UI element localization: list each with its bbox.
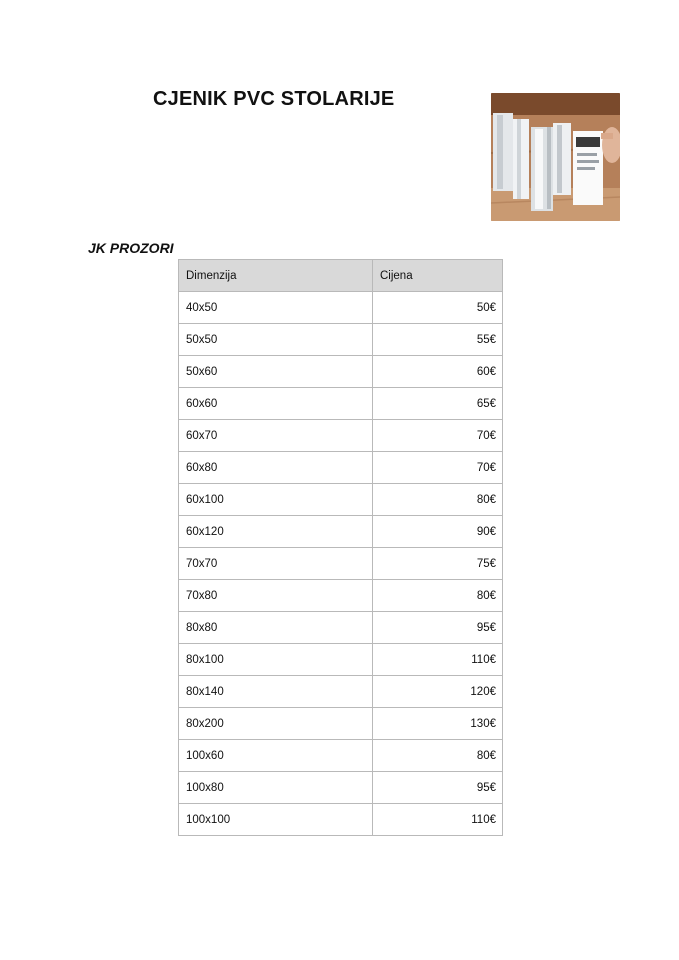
price-cell: 70€: [373, 452, 503, 484]
table-row: [179, 324, 503, 356]
table-row: [179, 292, 503, 324]
table-row: [179, 644, 503, 676]
dimension-cell: 100x80: [179, 772, 373, 804]
table-row: [179, 580, 503, 612]
table-row: [179, 388, 503, 420]
table-row: [179, 708, 503, 740]
price-cell: 80€: [373, 580, 503, 612]
price-cell: 60€: [373, 356, 503, 388]
price-cell: 80€: [373, 484, 503, 516]
table-header-row: [179, 260, 503, 292]
price-cell: 130€: [373, 708, 503, 740]
dimension-cell: 80x80: [179, 612, 373, 644]
dimension-cell: 100x60: [179, 740, 373, 772]
price-cell: 95€: [373, 772, 503, 804]
table-row: [179, 452, 503, 484]
dimension-cell: 40x50: [179, 292, 373, 324]
table-row: [179, 772, 503, 804]
table-row: [179, 420, 503, 452]
price-cell: 80€: [373, 740, 503, 772]
price-cell: 90€: [373, 516, 503, 548]
dimension-cell: 70x80: [179, 580, 373, 612]
table-row: [179, 676, 503, 708]
table-row: [179, 356, 503, 388]
section-heading: JK PROZORI: [88, 240, 174, 256]
price-cell: 65€: [373, 388, 503, 420]
dimension-cell: 60x70: [179, 420, 373, 452]
pvc-profiles-photo: [491, 93, 620, 221]
price-cell: 120€: [373, 676, 503, 708]
price-cell: 75€: [373, 548, 503, 580]
table-row: [179, 484, 503, 516]
dimension-cell: 80x200: [179, 708, 373, 740]
table-row: [179, 516, 503, 548]
column-header-price: Cijena: [373, 260, 503, 292]
dimension-cell: 80x100: [179, 644, 373, 676]
dimension-cell: 100x100: [179, 804, 373, 836]
dimension-cell: 80x140: [179, 676, 373, 708]
dimension-cell: 50x60: [179, 356, 373, 388]
price-cell: 55€: [373, 324, 503, 356]
dimension-cell: 60x120: [179, 516, 373, 548]
table-row: [179, 804, 503, 836]
price-cell: 95€: [373, 612, 503, 644]
table-row: [179, 612, 503, 644]
price-cell: 50€: [373, 292, 503, 324]
table-row: [179, 740, 503, 772]
price-cell: 70€: [373, 420, 503, 452]
dimension-cell: 60x60: [179, 388, 373, 420]
column-header-dimension: Dimenzija: [179, 260, 373, 292]
price-table: [178, 259, 503, 836]
price-cell: 110€: [373, 644, 503, 676]
dimension-cell: 60x100: [179, 484, 373, 516]
dimension-cell: 70x70: [179, 548, 373, 580]
dimension-cell: 60x80: [179, 452, 373, 484]
page-title: CJENIK PVC STOLARIJE: [153, 88, 395, 110]
table-row: [179, 548, 503, 580]
price-cell: 110€: [373, 804, 503, 836]
dimension-cell: 50x50: [179, 324, 373, 356]
